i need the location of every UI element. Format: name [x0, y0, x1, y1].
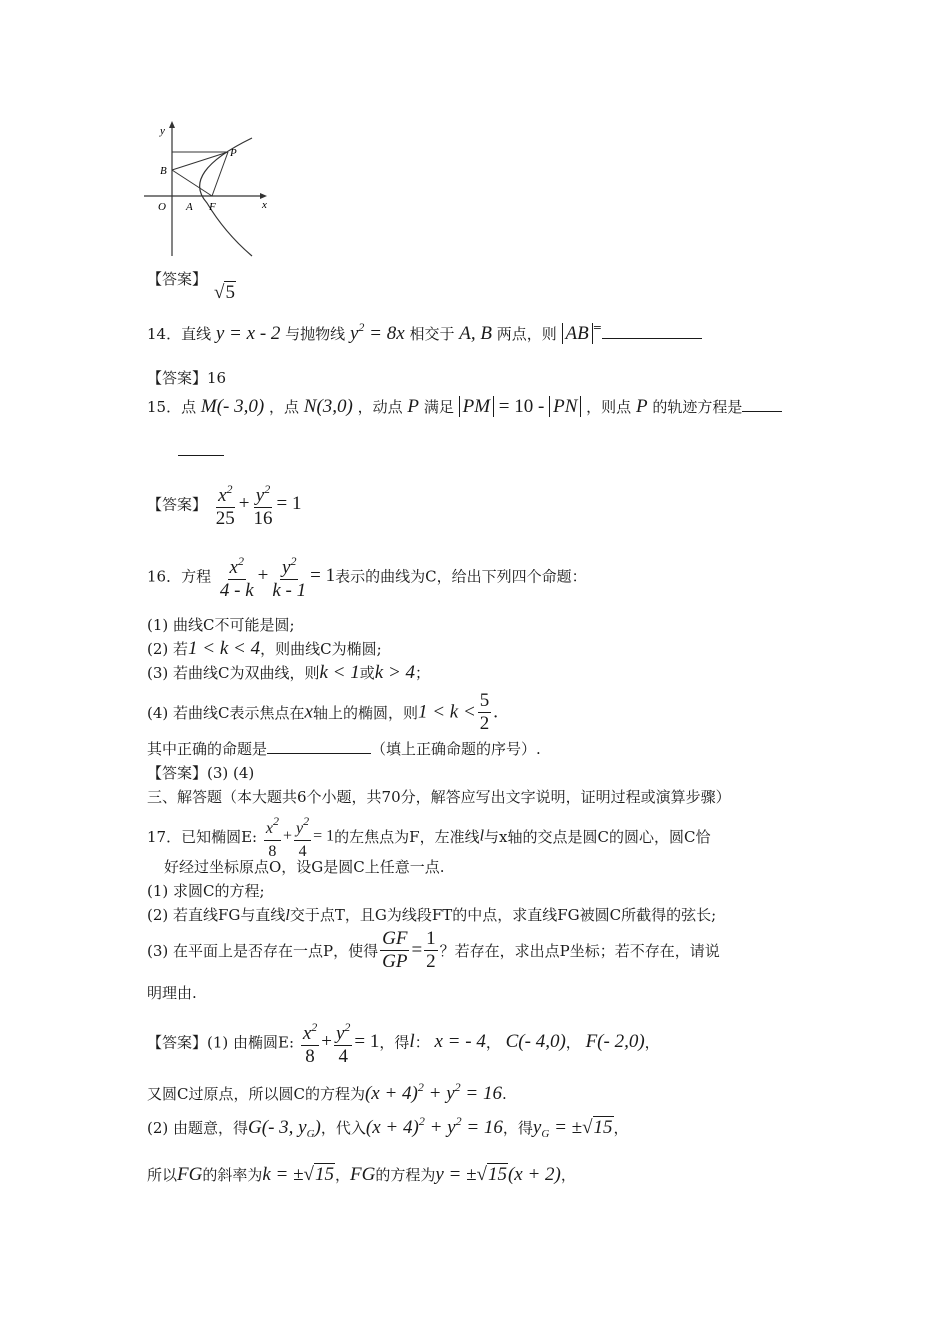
label-x: x — [262, 199, 267, 211]
q16-blank — [267, 753, 371, 754]
q15-eq: = 1 — [276, 493, 302, 514]
q17-ans-frac2: $\frac{y^2}{4}$ — [334, 1016, 352, 1068]
q15-N: N(3,0) — [303, 396, 353, 417]
label-A: A — [186, 201, 193, 213]
q14-abs: AB — [562, 323, 593, 344]
q16-eq: = 1 — [310, 565, 336, 586]
q15-text: ，则点 — [586, 398, 632, 416]
answer-tag: 【答案】 — [147, 495, 208, 514]
q15-M: M(- 3,0) — [200, 396, 265, 417]
q17-s3-frac: $\frac{GF}{GP}$ — [382, 928, 408, 972]
q13-answer — [147, 268, 207, 289]
q15-frac1: $\frac{x^2}{25}$ — [214, 478, 237, 530]
q17-answer-1b: 又圆C过原点，所以圆C的方程为$(x + 4)^2 + y^2 = 16$. — [147, 1080, 507, 1104]
q15-answer: 【答案】 $\frac{x^2}{25}$ + $\frac{y^2}{16}$ = 1 — [147, 478, 301, 530]
q17-s1: (1) 求圆C的方程; — [147, 882, 265, 900]
q14-num: 14．直线 — [147, 325, 212, 343]
q15-text: ，点 — [268, 398, 299, 416]
q16-frac2: $\frac{y^2}{k - 1}$ — [270, 550, 308, 602]
parabola-figure — [140, 118, 280, 260]
q17-question: 17．已知椭圆E: $\frac{x^2}{8}$ + $\frac{y^2}{4}$ = 1的左焦点为F，左准线l与x轴的交点是圆C的圆心，圆C恰 — [147, 810, 710, 863]
q15-P: P — [635, 396, 648, 417]
q16-p4-frac: $\frac{5}{2}$ — [479, 690, 490, 734]
q16-text: 表示的曲线为C，给出下列四个命题： — [335, 567, 587, 586]
q15-text: 的轨迹方程是 — [652, 398, 743, 416]
q17-ans-frac1: $\frac{x^2}{8}$ — [301, 1016, 319, 1068]
q14-text: 两点，则 — [496, 325, 557, 343]
q17-s3-cont: 明理由. — [147, 984, 197, 1002]
q15-question — [147, 396, 782, 418]
q15-blank — [742, 411, 782, 412]
q15-blank-2 — [178, 455, 224, 456]
q17-s3-half: $\frac{1}{2}$ — [426, 928, 436, 972]
label-O: O — [158, 201, 166, 213]
q16-p1: (1) 曲线C不可能是圆; — [147, 616, 295, 634]
q16-p4: (4) 若曲线C表示焦点在x轴上的椭圆，则1 < k < $\frac{5}{2}$ . — [147, 690, 499, 734]
q17-answer-3: 所以FG的斜率为k = ±√15，FG的方程为y = ±√15(x + 2)， — [147, 1164, 576, 1185]
q16-fill: 其中正确的命题是 （填上正确命题的序号）. — [147, 740, 541, 758]
q16-p3: (3) 若曲线C为双曲线，则k < 1或k > 4； — [147, 662, 431, 683]
q17-s2: (2) 若直线FG与直线l交于点T，且G为线段FT的中点，求直线FG被圆C所截得的弦长; — [147, 906, 717, 924]
q14-blank — [602, 338, 702, 339]
q14-answer — [147, 367, 226, 388]
q16-p2: (2) 若1 < k < 4，则曲线C为椭圆; — [147, 638, 382, 659]
section-3-heading: 三、解答题（本大题共6个小题，共70分，解答应写出文字说明，证明过程或演算步骤） — [147, 788, 731, 806]
q14-points: A, B — [459, 323, 492, 344]
label-P: P — [230, 147, 237, 159]
q14-text: 与抛物线 — [285, 325, 346, 343]
q15-PN: PN — [549, 396, 581, 417]
q15-text: 满足 — [423, 398, 454, 416]
q14-eq: = — [592, 321, 602, 334]
q17-frac1: $\frac{x^2}{8}$ — [264, 810, 281, 863]
q15-mid: = 10 - — [494, 396, 550, 417]
q14-question — [147, 320, 702, 345]
q16-frac1: $\frac{x^2}{4 - k}$ — [218, 550, 256, 602]
q14-parabola: $y^2 = 8x$ — [349, 320, 405, 344]
answer-tag: 【答案】 — [147, 369, 208, 387]
q16-answer: 【答案】(3) (4) — [147, 764, 255, 782]
q15-text: ，动点 — [357, 398, 403, 416]
q17-s3: (3) 在平面上是否存在一点P，使得 $\frac{GF}{GP}$ = $\frac{1}{2}$ ？若存在，求出点P坐标；若不存在，请说 — [147, 928, 720, 972]
label-y: y — [160, 125, 165, 137]
q15-num: 15．点 — [147, 398, 197, 416]
q17-text-2: 好经过坐标原点O，设G是圆C上任意一点. — [164, 858, 445, 876]
q16-question: 16．方程 $\frac{x^2}{4 - k}$ + $\frac{y^2}{k - 1}$ = 1表示的曲线为C，给出下列四个命题： — [147, 550, 587, 602]
q17-answer-2: (2) 由题意，得G(- 3, $y_G$)，代入$(x + 4)^2 + y^2 = 16$，得$y_G = \pm√15$， — [147, 1114, 629, 1140]
q17-frac2: $\frac{y^2}{4}$ — [294, 810, 311, 863]
q14-line-eq: y = x - 2 — [215, 323, 281, 344]
q14-answer-value: 16 — [207, 369, 227, 387]
q13-answer-value: √5 — [214, 282, 235, 303]
sqrt-5: 5 — [225, 282, 235, 303]
q16-num: 16．方程 — [147, 567, 212, 586]
q15-PM: PM — [459, 396, 494, 417]
q14-text: 相交于 — [409, 325, 455, 343]
q17-answer-1: 【答案】(1) 由椭圆E: $\frac{x^2}{8}$ + $\frac{y^2}{4}$ = 1，得l： x = - 4， C(- 4,0)， F(- 2,0)， — [147, 1016, 660, 1068]
label-F: F — [209, 201, 216, 213]
answer-tag: 【答案】 — [147, 270, 208, 288]
q15-P: P — [407, 396, 420, 417]
label-B: B — [160, 165, 167, 177]
q15-frac2: $\frac{y^2}{16}$ — [252, 478, 275, 530]
